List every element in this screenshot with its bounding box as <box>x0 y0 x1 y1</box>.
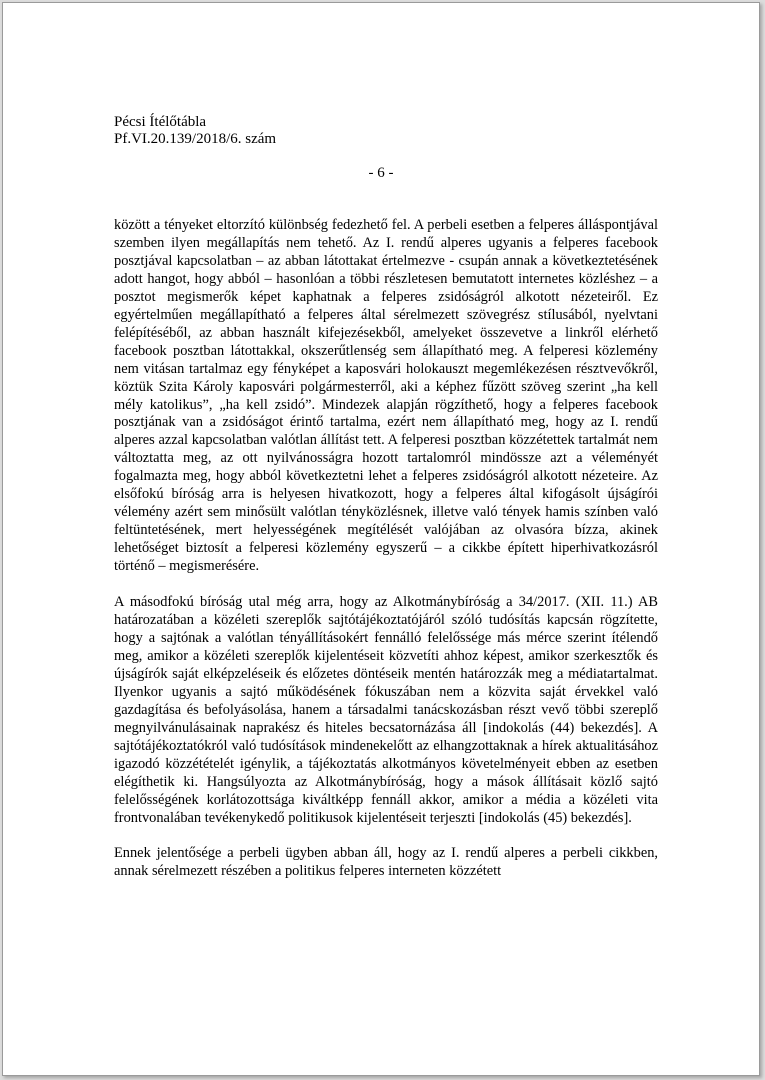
case-number: Pf.VI.20.139/2018/6. szám <box>114 131 277 147</box>
paragraph: A másodfokú bíróság utal még arra, hogy az Alkotmánybíróság a 34/2017. (XII. 11.) AB határozatában a közéleti szereplők sajtótájékoztatójáról szóló tudósítás kapcsán rögzítette, hogy a sajtónak a valótlan tényállításokért fennálló felelőssége más mérce szerint ítélendő meg, amikor a közéleti szereplők kijelentéseit közvetíti ahhoz képest, amikor szerkesztők és újságírók saját elképzeléseik és előzetes döntéseik mentén határozzák meg a médiatartalmat. Ilyenkor ugyanis a sajtó működésének fókuszában nem a közvita saját érvekkel való gazdagítása és befolyásolása, hanem a társadalmi tanácskozásban részt vevő többi szereplő megnyilvánulásainak naprakész és hiteles becsatornázása áll [indokolás (44) bekezdés]. A sajtótájékoztatókról való tudósítások mindenekelőtt az elhangzottaknak a hírek aktualitásához igazodó közzétételét igénylik, a tájékoztatás alkotmányos követelményeit ebben az esetben elégíthetik ki. Hangsúlyozta az Alkotmánybíróság, hogy a mások állításait közlő sajtó felelősségének korlátozottsága kiváltképp fennáll akkor, amikor a média a közéleti vita frontvonalában tevékenykedő politikusok kijelentéseit terjeszti [indokolás (45) bekezdés]. <box>114 594 658 826</box>
document-body <box>114 217 658 881</box>
page-number: - 6 - <box>368 165 394 181</box>
paragraph: Ennek jelentősége a perbeli ügyben abban áll, hogy az I. rendű alperes a perbeli cikkben, annak sérelmezett részében a politikus felperes interneten közzétett <box>114 845 658 880</box>
paragraph: között a tényeket eltorzító különbség fedezhető fel. A perbeli esetben a felperes álláspontjával szemben ilyen megállapítás nem tehető. Az I. rendű alperes ugyanis a felperes facebook posztjával kapcsolatban – az abban látottakat értelmezve - csupán annak a következtetésének adott hangot, hogy abból – hasonlóan a többi részletesen bemutatott internetes közléshez – a posztot megismerők képet kaphatnak a felperes zsidóságról alkotott nézeteiről. Ez egyértelműen megállapítható a felperes által sérelmezett szövegrész stílusából, nyelvtani felépítéséből, az abban használt kifejezésekből, amelyeket összevetve a linkről elérhető facebook posztban látottakkal, okszerűtlenség sem állapítható meg. A felperesi közlemény nem vitásan tartalmaz egy fényképet a kaposvári holokauszt megemlékezésen résztvevőkről, köztük Szita Károly kaposvári polgármesterről, aki a képhez fűzött szöveg szerint „ha kell mély katolikus”, „ha kell zsidó”. Mindezek alapján rögzíthető, hogy a felperes facebook posztjának van a zsidóságot érintő tartalma, ezért nem állapítható meg, hogy az I. rendű alperes azzal kapcsolatban valótlan állítást tett. A felperesi posztban közzétettek tartalmát nem változtatta meg, az ott nyilvánosságra hozott tartalomról mindössze azt a véleményét fogalmazta meg, hogy abból következtetni lehet a felperes zsidóságról alkotott nézeteire. Az elsőfokú bíróság arra is helyesen hivatkozott, hogy a felperes által kifogásolt újságírói vélemény azért sem minősült valótlan tényközlésnek, illetve való tények hamis színben való feltüntetésének, mert helyességének megítélését valójában az olvasóra bízza, akinek lehetőséget biztosít a felperesi közlemény egyszerű – a cikkbe épített hiperhivatkozásról történő – megismerésére. <box>114 217 658 575</box>
document-header <box>114 114 276 148</box>
document-page <box>2 2 760 1076</box>
court-name: Pécsi Ítélőtábla <box>114 114 207 130</box>
